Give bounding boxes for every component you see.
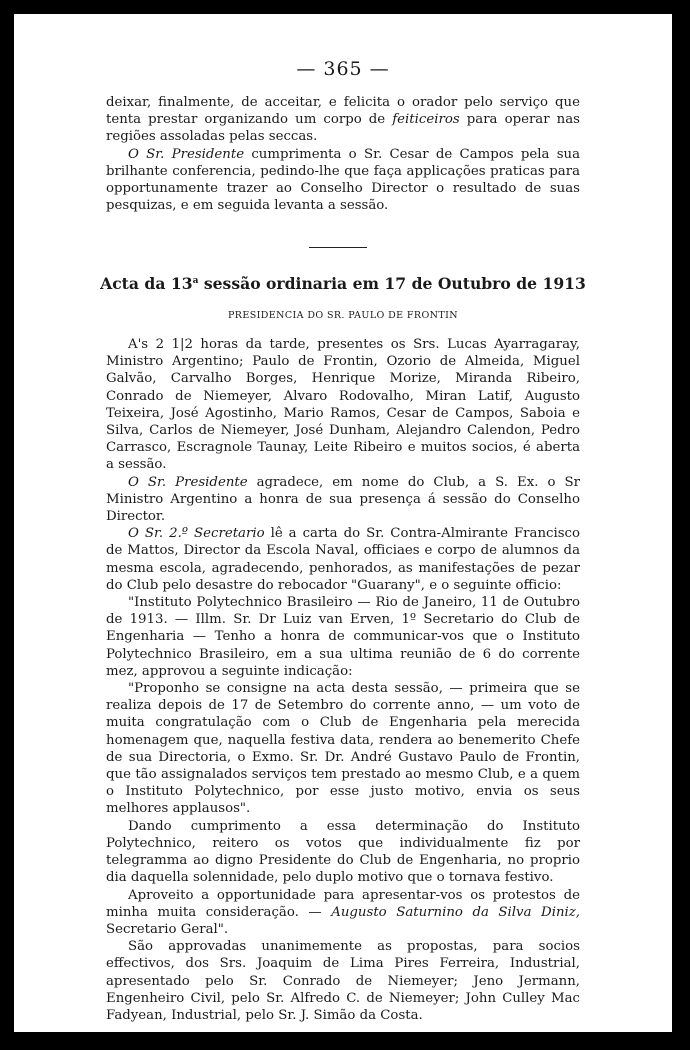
minutes-paragraph-6: Dando cumprimento a essa determinação do Instituto Polytechnico, reitero os votos que individualmente fiz por telegramma ao digno Presidente do Club de Engenharia, no proprio dia daquella solennidade, pelo duplo motivo que o tornava festivo. (106, 818, 580, 886)
minutes-paragraph-4: "Instituto Polytechnico Brasileiro — Rio de Janeiro, 11 de Outubro de 1913. — Illm. Sr. Dr Luiz van Erven, 1º Secretario do Club de Engenharia — Tenho a honra de communicar-vos que o Instituto Polytechnico Brasileiro, em a sua ultima reunião de 6 do corrente mez, approvou a seguinte indicação: (106, 595, 580, 679)
intro-paragraph-1: deixar, finalmente, de acceitar, e felicita o orador pelo serviço que tenta prestar organizando um corpo de feiticeiros para operar nas regiões assoladas pelas seccas. (106, 95, 580, 145)
minutes-paragraph-2: O Sr. Presidente agradece, em nome do Club, a S. Ex. o Sr Ministro Argentino a honra de sua presença á sessão do Conselho Director. (106, 474, 580, 525)
minutes-text (106, 336, 580, 1024)
minutes-paragraph-1: A's 2 1|2 horas da tarde, presentes os Srs. Lucas Ayarragaray, Ministro Argentino; Paulo de Frontin, Ozorio de Almeida, Miguel Galvão, Carvalho Borges, Henrique Morize, Miranda Ribeiro, Conrado de Niemeyer, Alvaro Rodovalho, Miran Latif, Augusto Teixeira, José Agostinho, Mario Ramos, Cesar de Campos, Saboia e Silva, Carlos de Niemeyer, José Dunham, Alejandro Calendon, Pedro Carrasco, Escragnole Taunay, Leite Ribeiro e muitos socios, é aberta a sessão. (106, 337, 580, 473)
intro-paragraph-2: O Sr. Presidente cumprimenta o Sr. Cesar de Campos pela sua brilhante conferencia, pedindo-lhe que faça applicações praticas para opportunamente trazer ao Conselho Director o resultado de suas pesquizas, e em seguida levanta a sessão. (106, 146, 581, 214)
minutes-paragraph-3: O Sr. 2.º Secretario lê a carta do Sr. Contra-Almirante Francisco de Mattos, Director da Escola Naval, officiaes e corpo de alumnos da mesma escola, agradecendo, penhorados, as manifestações de pezar do Club pelo desastre do rebocador "Guarany", e o seguinte officio: (106, 526, 580, 593)
document-page (14, 14, 672, 1032)
intro-text (106, 94, 580, 214)
minutes-title: Acta da 13$^a$ sessão ordinaria em 17 de Outubro de 1913 (100, 274, 586, 293)
minutes-paragraph-7: Aproveito a opportunidade para apresentar-vos os protestos de minha muita consideração. — Augusto Saturnino da Silva Diniz, Secretario Geral". (106, 887, 581, 937)
minutes-paragraph-8: São approvadas unanimemente as propostas, para socios effectivos, dos Srs. Joaquim de Lima Pires Ferreira, Industrial, apresentado pelo Sr. Conrado de Niemeyer; Jeno Jermann, Engenheiro Civil, pelo Sr. Alfredo C. de Niemeyer; John Culley Mac Fadyean, Industrial, pelo Sr. J. Simão da Costa. (106, 939, 580, 1023)
section-divider (309, 247, 367, 248)
minutes-paragraph-5: "Proponho se consigne na acta desta sessão, — primeira que se realiza depois de 17 de Setembro do corrente anno, — um voto de muita congratulação com o Club de Engenharia pela merecida homenagem que, naquella festiva data, rendera ao benemerito Chefe de sua Directoria, o Exmo. Sr. Dr. André Gustavo Paulo de Frontin, que tão assignalados serviços tem prestado ao mesmo Club, e a quem o Instituto Polytechnico, por esse justo motivo, envia os seus melhores applausos". (106, 681, 580, 817)
page-number: — 365 — (296, 58, 390, 80)
presidency-line: PRESIDENCIA DO SR. PAULO DE FRONTIN (228, 310, 458, 321)
